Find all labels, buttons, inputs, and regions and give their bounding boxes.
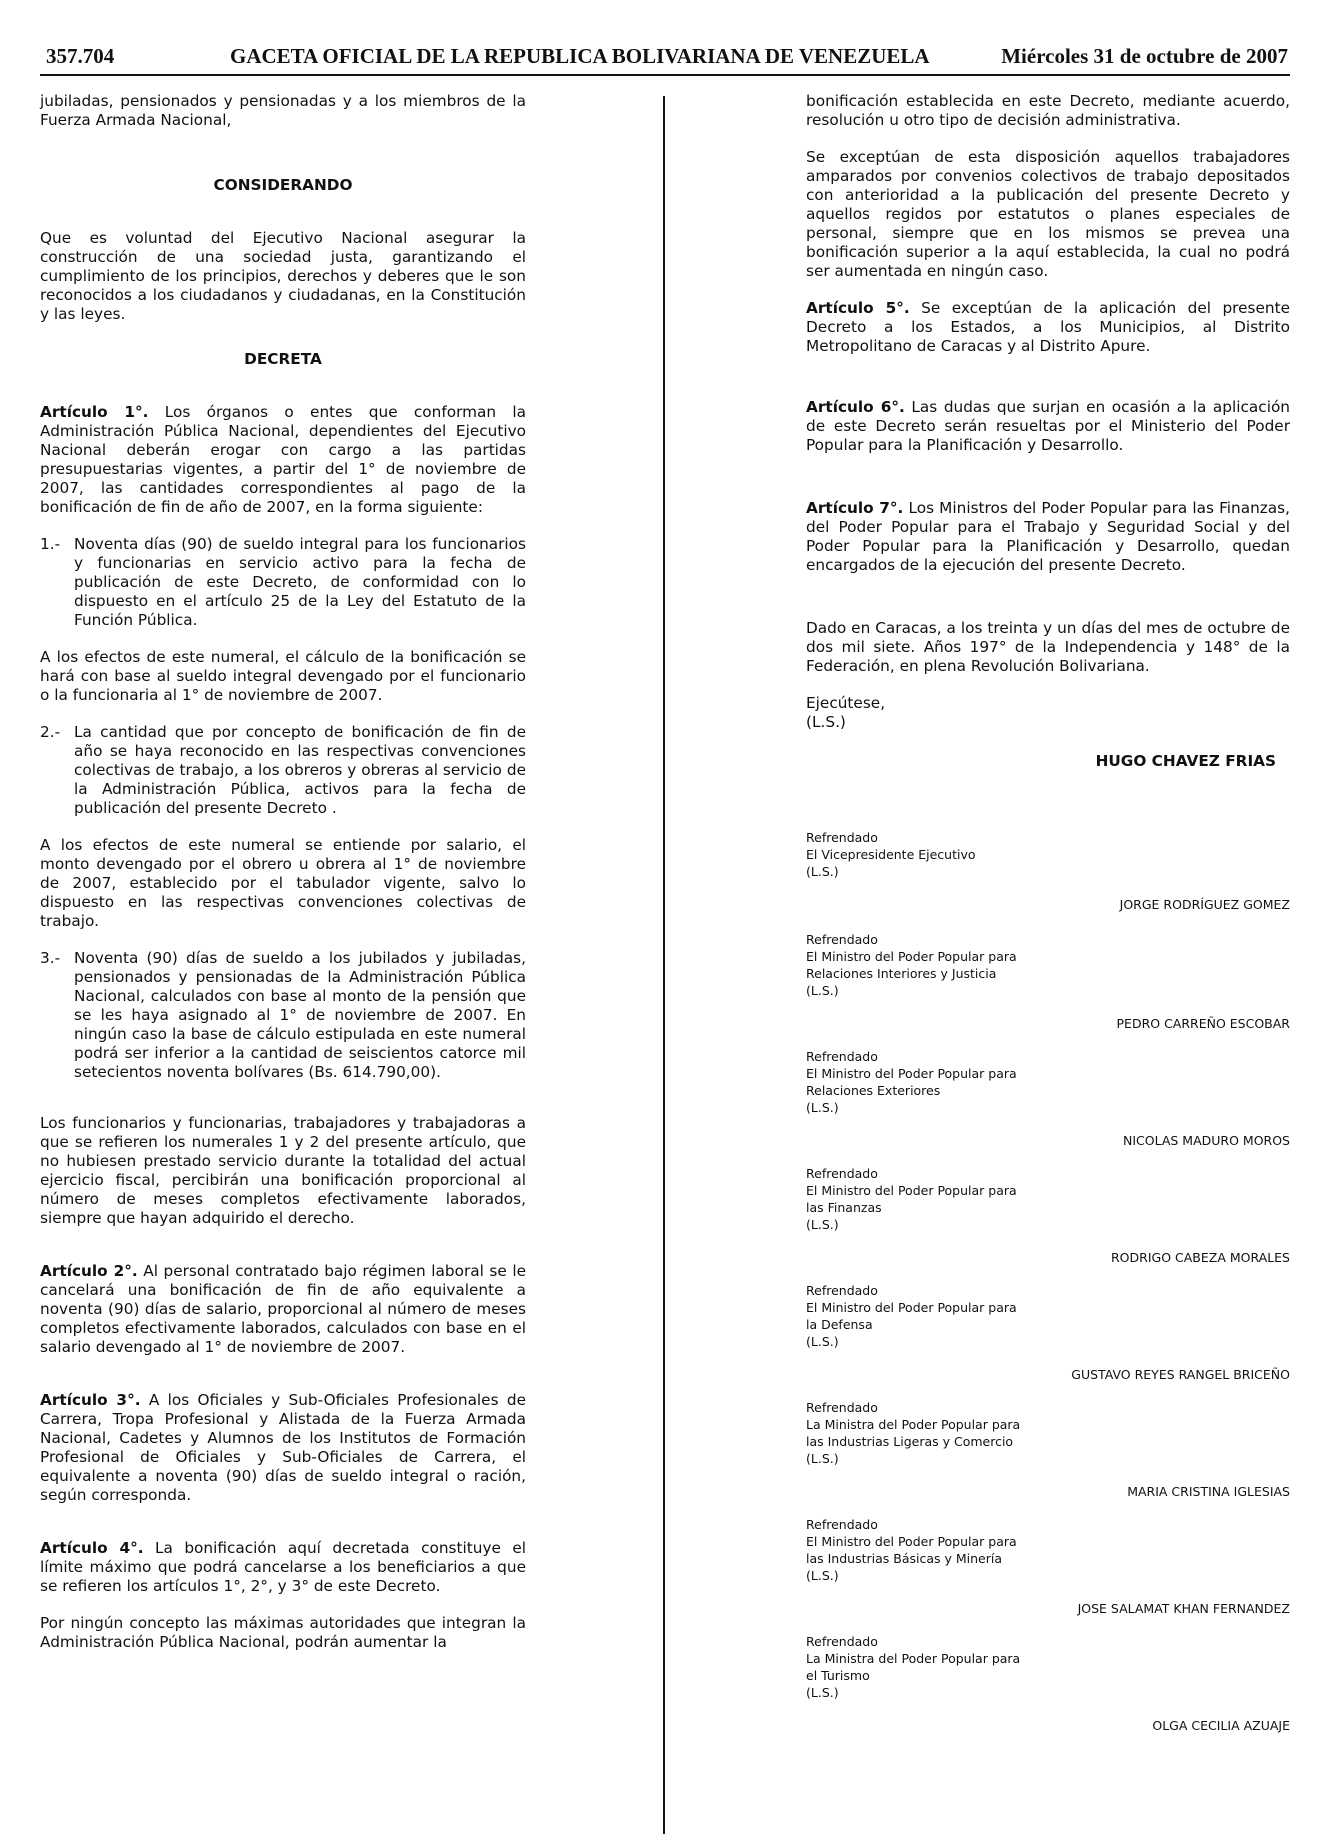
refrendo-block (806, 1282, 1290, 1383)
article-6-label: Artículo 6°. (806, 398, 905, 416)
refrendo-block (806, 1399, 1290, 1500)
closing-text: Por ningún concepto las máximas autoridades que integran la Administración Pública Nacional, podrán aumentar la (40, 1614, 526, 1651)
left-column (40, 92, 526, 1652)
given-in-text: Dado en Caracas, a los treinta y un días del mes de octubre de dos mil siete. Años 197° de la Independencia y 148° de la Federación, en plena Revolución Bolivariana. (806, 619, 1290, 675)
refrendo-office: La Ministra del Poder Popular para (806, 1651, 1021, 1666)
ejecutese-text: Ejecútese, (806, 694, 886, 712)
refrendo-office-detail: las Industrias Ligeras y Comercio (806, 1434, 1014, 1449)
refrendo-seal: (L.S.) (806, 1334, 839, 1349)
refrendo-signer: PEDRO CARREÑO ESCOBAR (1116, 1016, 1290, 1031)
gazette-title: GACETA OFICIAL DE LA REPUBLICA BOLIVARIANA DE VENEZUELA (230, 44, 930, 68)
refrendo-office: El Ministro del Poder Popular para (806, 1183, 1017, 1198)
refrendo-block (806, 931, 1290, 1032)
refrendo-seal: (L.S.) (806, 1685, 839, 1700)
refrendo-office-detail: el Turismo (806, 1668, 870, 1683)
page-header (40, 40, 1290, 76)
numeral-3-note: Los funcionarios y funcionarias, trabajadores y trabajadoras a que se refieren los numerales 1 y 2 del presente artículo, que no hubiesen prestado servicio durante la totalidad del actual ejercicio fiscal, percibirán una bonificación proporcional al número de meses completos efectivamente laborados, siempre que hayan adquirido el derecho. (40, 1114, 526, 1227)
article-2 (40, 1262, 526, 1357)
numeral-2 (40, 723, 526, 818)
refrendo-signer: GUSTAVO REYES RANGEL BRICEÑO (1071, 1367, 1290, 1382)
numeral-3-text: Noventa (90) días de sueldo a los jubilados y jubiladas, pensionados y pensionadas de la Administración Pública Nacional, calculados con base al monto de la pensión que se les haya asignado al 1° de noviembre de 2007. En ningún caso la base de cálculo estipulada en este numeral podrá ser inferior a la cantidad de seiscientos catorce mil setecientos noventa bolívares (Bs. 614.790,00). (74, 949, 526, 1081)
article-4 (40, 1539, 526, 1596)
numeral-3 (40, 949, 526, 1082)
article-3-label: Artículo 3°. (40, 1391, 141, 1409)
intro-text: jubiladas, pensionados y pensionadas y a los miembros de la Fuerza Armada Nacional, (40, 92, 526, 129)
article-1-text: Los órganos o entes que conforman la Administración Pública Nacional, dependientes del Ejecutivo Nacional deberán erogar con cargo a las partidas presupuestarias vigentes, a partir del 1° de noviembre de 2007, las cantidades correspondientes al pago de la bonificación de fin de año de 2007, en la forma siguiente: (40, 403, 526, 516)
refrendo-block (806, 1048, 1290, 1149)
article-1-label: Artículo 1°. (40, 403, 149, 421)
refrendo-label: Refrendado (806, 830, 878, 845)
refrendo-label: Refrendado (806, 1634, 878, 1649)
refrendo-block (806, 1633, 1290, 1734)
article-4-label: Artículo 4°. (40, 1539, 144, 1557)
numeral-1-note: A los efectos de este numeral, el cálculo de la bonificación se hará con base al sueldo integral devengado por el funcionario o la funcionaria al 1° de noviembre de 2007. (40, 648, 526, 704)
numeral-2-number: 2.- (40, 723, 61, 741)
refrendo-seal: (L.S.) (806, 1100, 839, 1115)
refrendo-signer: RODRIGO CABEZA MORALES (1110, 1250, 1290, 1265)
numeral-1-text: Noventa días (90) de sueldo integral para los funcionarios y funcionarias en servicio activo para la fecha de publicación de este Decreto, de conformidad con lo dispuesto en el artículo 25 de la Ley del Estatuto de la Función Pública. (74, 535, 526, 629)
refrendo-block (806, 829, 1290, 913)
article-5-text: Se exceptúan de la aplicación del presente Decreto a los Estados, a los Municipios, al Distrito Metropolitano de Caracas y al Distrito Apure. (806, 299, 1291, 355)
president-signer: HUGO CHAVEZ FRIAS (1095, 752, 1276, 770)
refrendo-office-detail: Relaciones Exteriores (806, 1083, 941, 1098)
refrendo-seal: (L.S.) (806, 1568, 839, 1583)
right-column (806, 92, 1290, 1734)
refrendo-label: Refrendado (806, 1166, 878, 1181)
article-7 (806, 499, 1290, 575)
refrendo-label: Refrendado (806, 1283, 878, 1298)
article-3-text: A los Oficiales y Sub-Oficiales Profesionales de Carrera, Tropa Profesional y Alistada de la Fuerza Armada Nacional, Cadetes y Alumnos de los Institutos de Formación Profesional de Oficiales y Sub-Oficiales de Carrera, el equivalente a noventa (90) días de sueldo integral o ración, según corresponda. (40, 1391, 526, 1504)
refrendo-label: Refrendado (806, 1400, 878, 1415)
numeral-1 (40, 535, 526, 630)
refrendo-label: Refrendado (806, 932, 878, 947)
refrendo-seal: (L.S.) (806, 1217, 839, 1232)
numeral-2-note: A los efectos de este numeral se entiende por salario, el monto devengado por el obrero u obrera al 1° de noviembre de 2007, establecido por el tabulador vigente, salvo lo dispuesto en las respectivas convenciones colectivas de trabajo. (40, 836, 526, 930)
considerando-heading: CONSIDERANDO (213, 176, 353, 194)
decreta-heading: DECRETA (244, 350, 322, 368)
refrendo-signer: OLGA CECILIA AZUAJE (1152, 1718, 1290, 1733)
article-2-text: Al personal contratado bajo régimen laboral se le cancelará una bonificación de fin de año equivalente a noventa (90) días de salario, proporcional al número de meses completos efectivamente laborados, calculados con base en el salario devengado al 1° de noviembre de 2007. (40, 1262, 526, 1356)
continuation-text: bonificación establecida en este Decreto, mediante acuerdo, resolución u otro tipo de decisión administrativa. (806, 92, 1290, 129)
refrendo-list (806, 829, 1290, 1734)
refrendo-seal: (L.S.) (806, 1451, 839, 1466)
column-divider (663, 96, 665, 1834)
page-number: 357.704 (46, 44, 115, 68)
refrendo-office-detail: las Industrias Básicas y Minería (806, 1551, 1003, 1566)
article-7-label: Artículo 7°. (806, 499, 904, 517)
refrendo-signer: JORGE RODRÍGUEZ GOMEZ (1119, 897, 1290, 912)
refrendo-signer: NICOLAS MADURO MOROS (1122, 1133, 1290, 1148)
article-5 (806, 299, 1290, 356)
refrendo-signer: JOSE SALAMAT KHAN FERNANDEZ (1077, 1601, 1290, 1616)
refrendo-office: El Ministro del Poder Popular para (806, 949, 1017, 964)
refrendo-office: El Ministro del Poder Popular para (806, 1066, 1017, 1081)
article-7-text: Los Ministros del Poder Popular para las Finanzas, del Poder Popular para el Trabajo y Seguridad Social y del Poder Popular para la Planificación y Desarrollo, quedan encargados de la ejecución del presente Decreto. (806, 499, 1290, 574)
refrendo-signer: MARIA CRISTINA IGLESIAS (1127, 1484, 1290, 1499)
refrendo-office: El Vicepresidente Ejecutivo (806, 847, 976, 862)
numeral-2-text: La cantidad que por concepto de bonificación de fin de año se haya reconocido en las respectivas convenciones colectivas de trabajo, a los obreros y obreras al servicio de la Administración Pública, activos para la fecha de publicación del presente Decreto . (74, 723, 526, 817)
article-3 (40, 1391, 526, 1505)
refrendo-label: Refrendado (806, 1049, 878, 1064)
refrendo-label: Refrendado (806, 1517, 878, 1532)
refrendo-office: El Ministro del Poder Popular para (806, 1300, 1017, 1315)
exception-text: Se exceptúan de esta disposición aquellos trabajadores amparados por convenios colectivos de trabajo depositados con anterioridad a la publicación del presente Decreto y aquellos regidos por estatutos o planes especiales de personal, siempre que en los mismos se prevea una bonificación superior a la aquí establecida, la cual no podrá ser aumentada en ningún caso. (806, 148, 1290, 280)
refrendo-office-detail: Relaciones Interiores y Justicia (806, 966, 997, 981)
numeral-3-number: 3.- (40, 949, 61, 967)
refrendo-block (806, 1165, 1290, 1266)
refrendo-seal: (L.S.) (806, 864, 839, 879)
refrendo-office: El Ministro del Poder Popular para (806, 1534, 1017, 1549)
article-1 (40, 403, 526, 517)
article-6-text: Las dudas que surjan en ocasión a la aplicación de este Decreto serán resueltas por el Ministerio del Poder Popular para la Planificación y Desarrollo. (806, 398, 1291, 454)
considerando-text: Que es voluntad del Ejecutivo Nacional asegurar la construcción de una sociedad justa, garantizando el cumplimiento de los principios, derechos y deberes que le son reconocidos a los ciudadanos y ciudadanas, en la Constitución y las leyes. (40, 229, 526, 323)
refrendo-office-detail: las Finanzas (806, 1200, 882, 1215)
publication-date: Miércoles 31 de octubre de 2007 (1001, 44, 1288, 68)
refrendo-office: La Ministra del Poder Popular para (806, 1417, 1021, 1432)
article-2-label: Artículo 2°. (40, 1262, 138, 1280)
refrendo-seal: (L.S.) (806, 983, 839, 998)
article-4-text: La bonificación aquí decretada constituye el límite máximo que podrá cancelarse a los beneficiarios a que se refieren los artículos 1°, 2°, y 3° de este Decreto. (40, 1539, 526, 1595)
article-6 (806, 398, 1290, 455)
article-5-label: Artículo 5°. (806, 299, 910, 317)
numeral-1-number: 1.- (40, 535, 61, 553)
refrendo-office-detail: la Defensa (806, 1317, 873, 1332)
refrendo-block (806, 1516, 1290, 1617)
seal-mark: (L.S.) (806, 713, 846, 731)
